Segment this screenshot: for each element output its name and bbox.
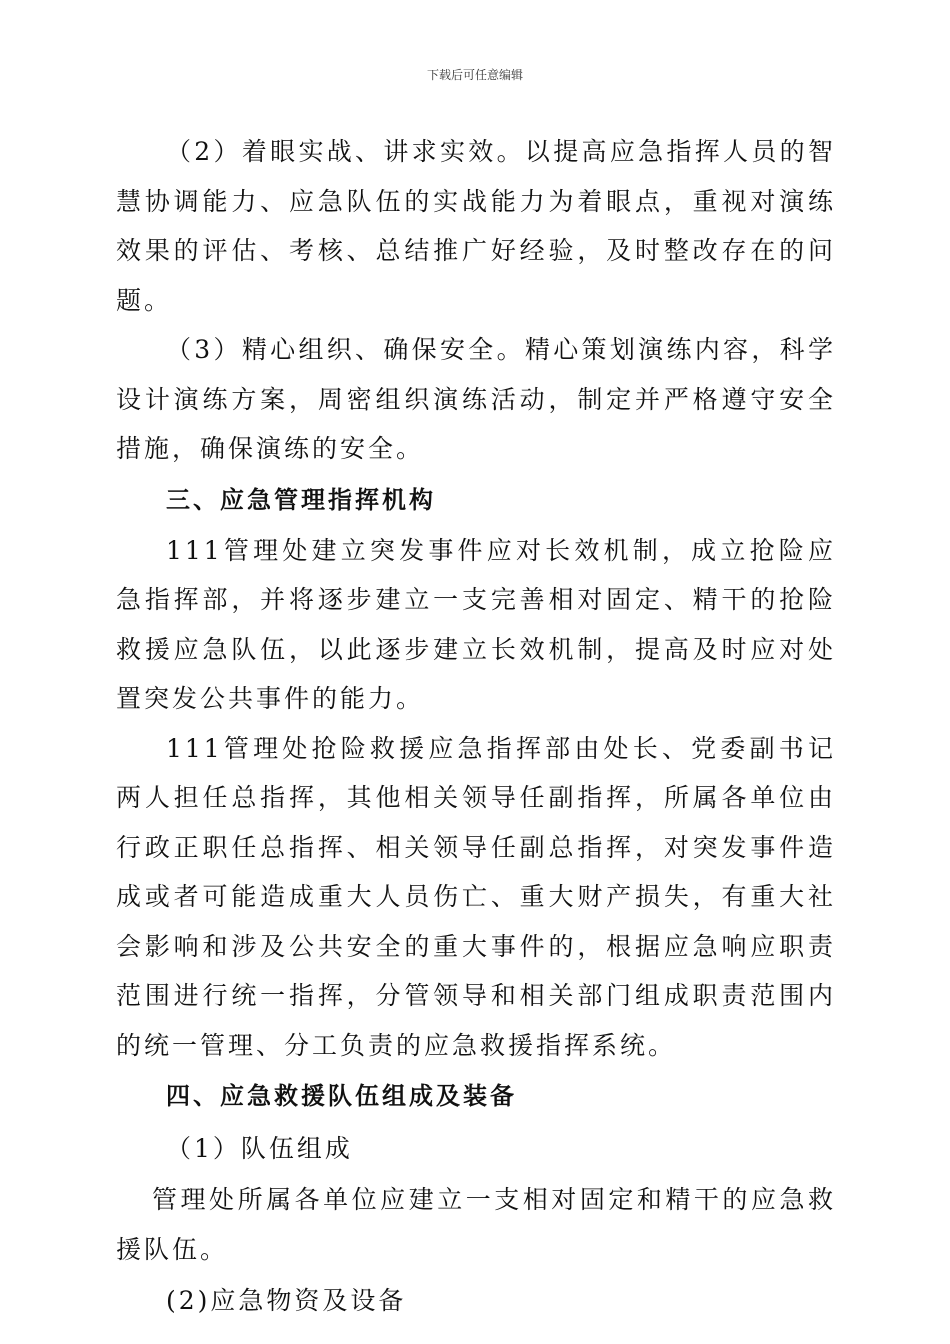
section-heading-4: 四、应急救援队伍组成及装备: [166, 1082, 517, 1110]
page-header-note: 下载后可任意编辑: [426, 68, 523, 82]
section-heading-3: 三、应急管理指挥机构: [166, 485, 436, 514]
paragraph-team-setup: 管理处所属各单位应建立一支相对固定和精干的应急救援队伍。: [116, 1185, 836, 1264]
paragraph-command-structure: 111管理处抢险救援应急指挥部由处长、党委副书记两人担任总指挥，其他相关领导任副指挥，所属各单位由行政正职任总指挥、相关领导任副总指挥，对突发事件造成或者可能造成重大人员伤亡、重大财产损失，有重大社会影响和涉及公共安全的重大事件的，根据应急响应职责范围进行统一指挥，分管领导和相关部门组成职责范围内的统一管理、分工负责的应急救援指挥系统。: [116, 733, 836, 1060]
paragraph-practical-effect: （2）着眼实战、讲求实效。以提高应急指挥人员的智慧协调能力、应急队伍的实战能力为着眼点，重视对演练效果的评估、考核、总结推广好经验，及时整改存在的问题。: [116, 137, 836, 315]
subheading-materials-equipment: (2)应急物资及设备: [166, 1286, 407, 1315]
paragraph-organize-safety: （3）精心组织、确保安全。精心策划演练内容，科学设计演练方案，周密组织演练活动，制定并严格遵守安全措施，确保演练的安全。: [116, 335, 836, 463]
document-body: [116, 127, 836, 1327]
subheading-team-composition: （1）队伍组成: [166, 1134, 353, 1163]
paragraph-command-mechanism: 111管理处建立突发事件应对长效机制，成立抢险应急指挥部，并将逐步建立一支完善相对固定、精干的抢险救援应急队伍，以此逐步建立长效机制，提高及时应对处置突发公共事件的能力。: [116, 535, 836, 713]
